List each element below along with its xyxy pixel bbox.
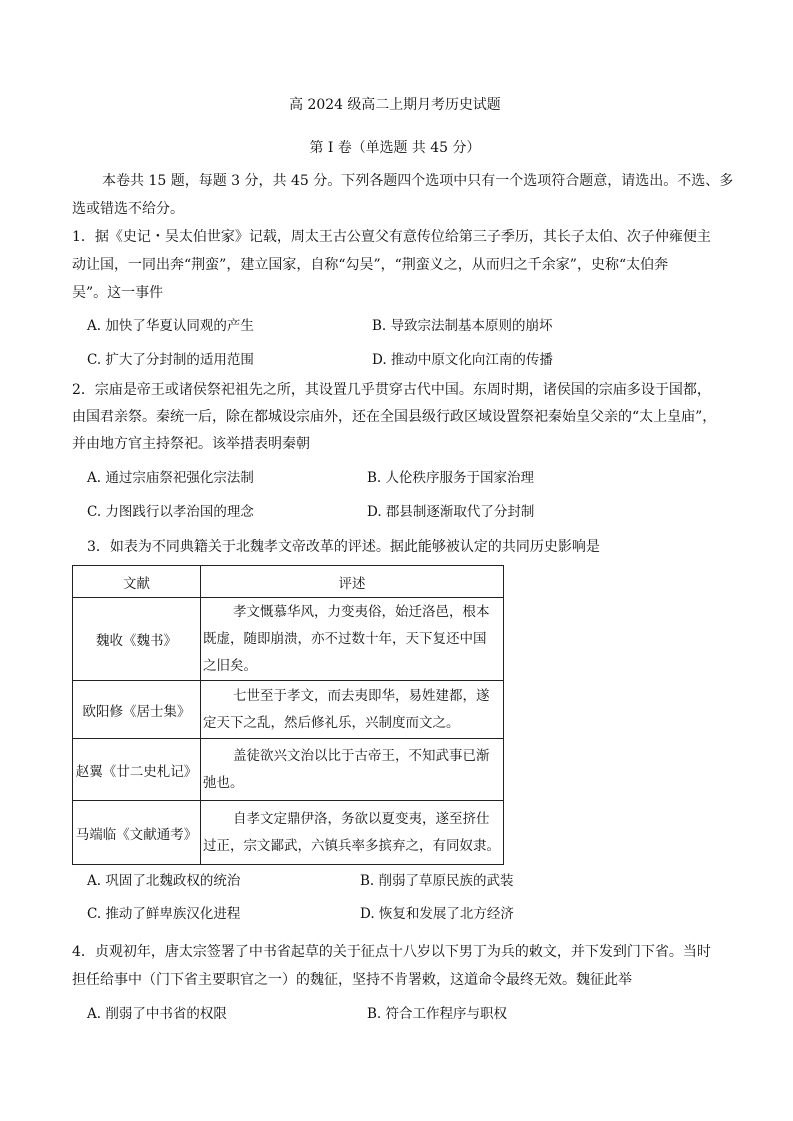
q1-option-d: D. 推动中原文化向江南的传播 <box>372 352 553 368</box>
q3-stem-line-1: 3．如表为不同典籍关于北魏孝文帝改革的评述。据此能够被认定的共同历史影响是 <box>87 539 600 555</box>
q1-option-b: B. 导致宗法制基本原则的崩坏 <box>372 318 553 334</box>
comment-line: 盖徒欲兴文治以比于古帝王，不知武事已渐 <box>233 747 490 764</box>
q4-option-a: A. 削弱了中书省的权限 <box>87 1006 227 1022</box>
comment-line: 孝文慨慕华风，力变夷俗，始迁洛邑，根本 <box>233 603 490 620</box>
table-cell-comment <box>201 801 504 865</box>
table-cell-source: 欧阳修《居士集》 <box>73 681 201 739</box>
q2-option-c: C. 力图践行以孝治国的理念 <box>87 504 254 520</box>
table-cell-comment <box>201 598 504 681</box>
q3-option-c: C. 推动了鲜卑族汉化进程 <box>87 906 241 922</box>
exam-title: 高 2024 级高二上期月考历史试题 <box>289 97 501 113</box>
q2-option-d: D. 郡县制逐渐取代了分封制 <box>367 504 535 520</box>
q2-option-b: B. 人伦秩序服务于国家治理 <box>367 470 535 486</box>
table-header-row <box>73 566 504 598</box>
q2-option-a: A. 通过宗庙祭祀强化宗法制 <box>87 470 254 486</box>
q4-option-b: B. 符合工作程序与职权 <box>367 1006 508 1022</box>
table-row <box>73 598 504 681</box>
q3-source-table <box>72 565 504 865</box>
table-cell-source: 马端临《文献通考》 <box>73 801 201 865</box>
table-row <box>73 801 504 865</box>
instructions-line-2: 选或错选不给分。 <box>72 201 184 217</box>
table-header-comment: 评述 <box>201 566 504 598</box>
comment-line: 自孝文定鼎伊洛，务欲以夏变夷，遂至挤仕 <box>233 810 490 827</box>
instructions-line-1: 本卷共 15 题，每题 3 分，共 45 分。下列各题四个选项中只有一个选项符合题意，请选出。不选、多 <box>102 173 734 189</box>
q4-stem-line-1: 4．贞观初年，唐太宗签署了中书省起草的关于征点十八岁以下男丁为兵的敕文，并下发到门下省。当时 <box>72 944 711 960</box>
q2-stem-line-2: 由国君亲祭。秦统一后，除在都城设宗庙外，还在全国县级行政区域设置祭祀秦始皇父亲的“太上皇庙”， <box>72 409 717 425</box>
q3-option-a: A. 巩固了北魏政权的统治 <box>87 873 241 889</box>
q1-stem-line-2: 动让国，一同出奔“荆蛮”，建立国家，自称“勾吴”，“荆蛮义之，从而归之千余家”，史称“太伯奔 <box>72 257 669 273</box>
q3-option-b: B. 削弱了草原民族的武装 <box>360 873 514 889</box>
comment-line: 定天下之乱，然后修礼乐，兴制度而文之。 <box>203 714 460 731</box>
section-title: 第 I 卷（单选题 共 45 分） <box>309 140 481 156</box>
comment-line: 过正，宗文鄙武，六镇兵率多摈弃之，有同奴隶。 <box>203 837 500 854</box>
q1-option-a: A. 加快了华夏认同观的产生 <box>87 318 254 334</box>
table-cell-comment <box>201 681 504 739</box>
q3-option-d: D. 恢复和发展了北方经济 <box>360 906 514 922</box>
table-header-source: 文献 <box>73 566 201 598</box>
table-cell-source: 赵翼《廿二史札记》 <box>73 739 201 801</box>
q2-stem-line-3: 并由地方官主持祭祀。该举措表明秦朝 <box>72 436 310 452</box>
comment-line: 七世至于孝文，而去夷即华，易姓建都，遂 <box>233 687 490 704</box>
q4-stem-line-2: 担任给事中（门下省主要职官之一）的魏征，坚持不肯署敕，这道命令最终无效。魏征此举 <box>72 972 632 988</box>
comment-line: 既虚，随即崩溃，亦不过数十年，天下复还中国 <box>203 630 487 647</box>
table-cell-source: 魏收《魏书》 <box>73 598 201 681</box>
table-row <box>73 681 504 739</box>
table-row <box>73 739 504 801</box>
q1-option-c: C. 扩大了分封制的适用范围 <box>87 352 254 368</box>
q1-stem-line-3: 吴”。这一事件 <box>72 285 164 301</box>
q2-stem-line-1: 2．宗庙是帝王或诸侯祭祀祖先之所，其设置几乎贯穿古代中国。东周时期，诸侯国的宗庙多设于国都， <box>72 382 711 398</box>
comment-line: 弛也。 <box>203 774 244 791</box>
comment-line: 之旧矣。 <box>203 657 257 674</box>
table-cell-comment <box>201 739 504 801</box>
q1-stem-line-1: 1．据《史记・吴太伯世家》记载，周太王古公亶父有意传位给第三子季历，其长子太伯、次子仲雍便主 <box>72 229 711 245</box>
